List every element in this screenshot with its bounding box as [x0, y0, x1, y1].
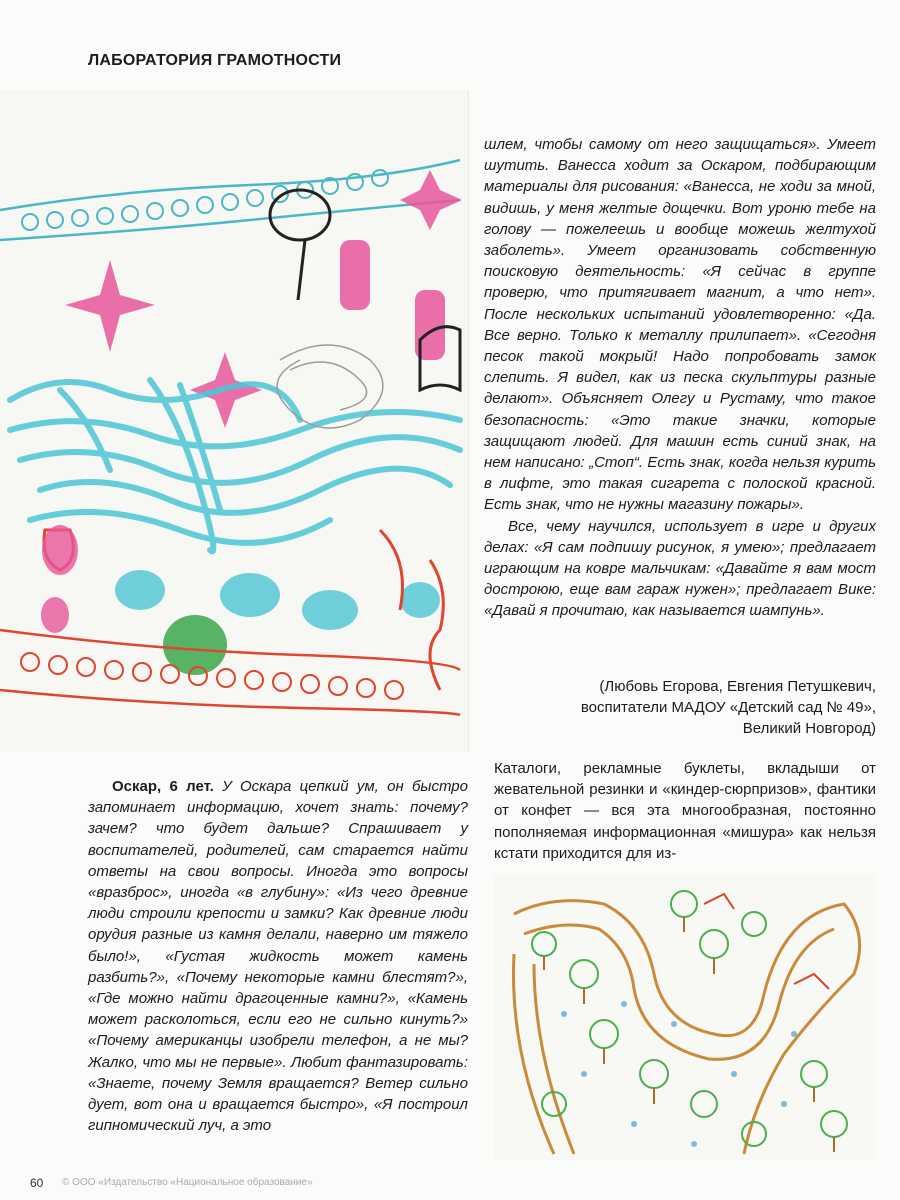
child-drawing-map	[494, 874, 876, 1160]
author-credits	[484, 676, 876, 740]
credits-line-1: (Любовь Егорова, Евгения Петушкевич,	[599, 678, 876, 695]
body-text: Каталоги, рекламные буклеты, вкладыши от жевательной резинки и «киндер-сюрпризов», фантики от конфет — вся эта многообразная, постоянно пополняемая информационная «мишура» как нельзя кстати приходится для из-	[494, 760, 876, 862]
right-column-text	[484, 134, 876, 622]
publisher-notice: © ООО «Издательство «Национальное образование»	[62, 1177, 313, 1188]
right-paragraph-2: Все, чему научился, использует в игре и других делах: «Я сам подпишу рисунок, я умею»; предлагает играющим на ковре мальчикам: «Давайте я вам мост достроюю, еще вам гараж нужен»; предлагает Вике: «Давай я прочитаю, как называется шампунь».	[484, 517, 876, 620]
credits-line-3: Великий Новгород)	[742, 720, 876, 738]
oskar-lead: Оскар, 6 лет.	[112, 778, 214, 795]
page-number: 60	[30, 1176, 44, 1190]
right-paragraph-1: шлем, чтобы самому от него защищаться». Умеет шутить. Ванесса ходит за Оскаром, подбирающим материалы для рисования: «Ванесса, не ходи за мной, видишь, у меня желтые дощечки. Вот уроню тебе на голову — пожелеешь и вообще можешь желтухой заболеть». Умеет организовать собственную поисковую деятельность: «Я сейчас в группе проверю, что притягивает магнит, а что нет». После нескольких испытаний удовлетворенно: «Да. Все верно. Только к металлу прилипает». «Сегодня песок такой мокрый! Надо попробовать замок слепить. Я видел, как из песка скульптуры разные делают». Объясняет Олегу и Рустаму, что такое безопасность: «Это такие значки, которые защищают людей. Для машин есть синий знак, на нем написано: „Стоп“. Есть знак, когда нельзя курить в лифте, это такая сигарета с полоской красной. Есть знак, что не нужны магазину пожары».	[484, 136, 876, 514]
credits-line-2: воспитатели МАДОУ «Детский сад № 49»,	[580, 699, 876, 717]
oskar-text: У Оскара цепкий ум, он быстро запоминает информацию, хочет знать: почему? зачем? что будет дальше? Спрашивает у воспитателей, родителей, сам старается найти ответы на свои вопросы. Иногда это вопросы «вразброс», иногда «в глубину»: «Из чего древние люди строили крепости и замки? Как древние люди орудия разные из камня делали, наверно им тяжело было!», «Густая жидкость может камень разбить?», «Почему некоторые камни блестят?», «Где можно найти драгоценные камни?», «Камень может расколоться, если его не сильно кинуть?» «Почему американцы изобрели телефон, а не мы? Жалко, что мы не первые». Любит фантазировать: «Знаете, почему Земля вращается? Ветер сильно дует, вот она и вращается быстро», «Я построил гипномический луч, а это	[88, 778, 468, 1135]
child-drawing-main	[0, 90, 469, 752]
section-title: ЛАБОРАТОРИЯ ГРАМОТНОСТИ	[88, 52, 342, 69]
left-column-text	[88, 776, 468, 1136]
oskar-paragraph	[88, 776, 468, 1136]
